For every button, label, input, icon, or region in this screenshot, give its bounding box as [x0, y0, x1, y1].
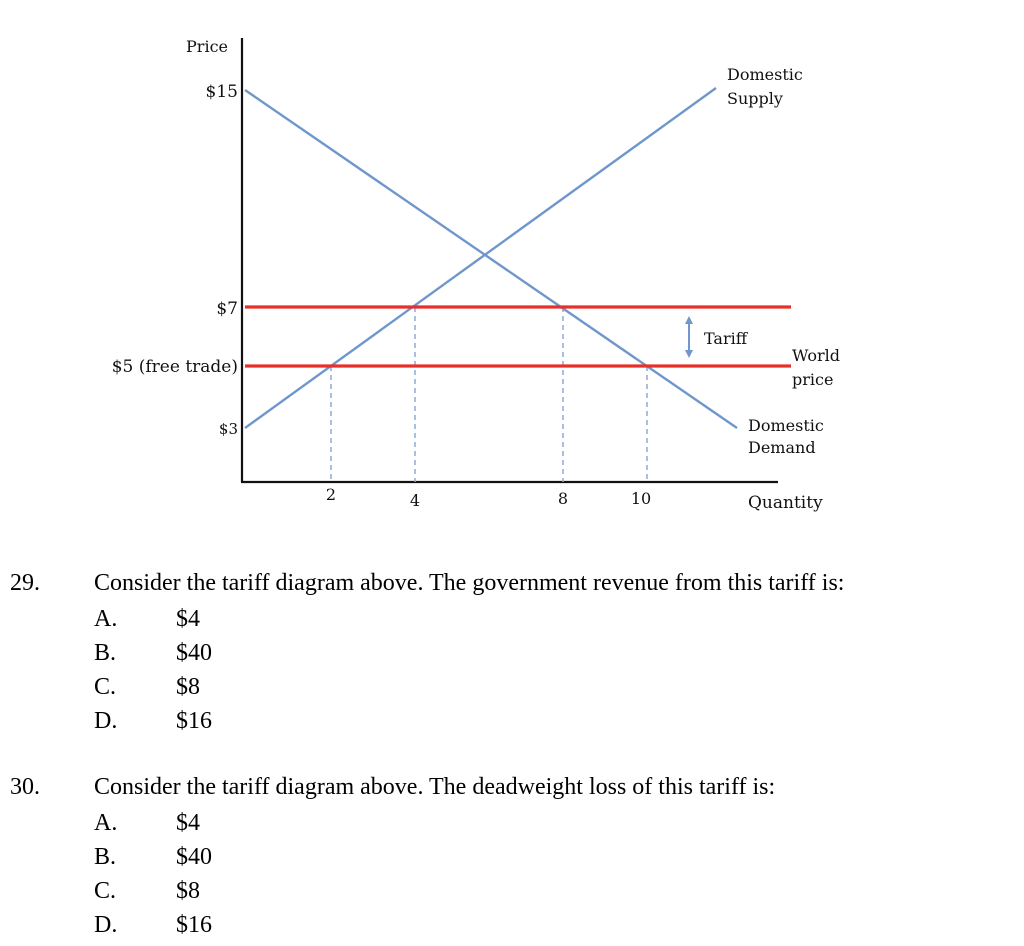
question-29	[0, 570, 1024, 742]
option-value: $16	[176, 708, 212, 734]
tariff-arrow	[685, 316, 693, 358]
supply-label-line2: Supply	[727, 89, 783, 108]
price-tick-7: $7	[216, 299, 238, 319]
option-letter: D.	[94, 912, 118, 938]
quantity-tick-4: 4	[409, 491, 421, 510]
price-tick-15: $15	[205, 82, 238, 102]
price-axis-label: Price	[186, 37, 228, 56]
answer-option-c[interactable]	[0, 878, 1024, 912]
world-price-label-line2: price	[792, 370, 834, 389]
world-price-label-line1: World	[792, 346, 840, 365]
option-letter: A.	[94, 606, 118, 632]
option-letter: B.	[94, 844, 117, 870]
answer-option-a[interactable]	[0, 606, 1024, 640]
option-value: $4	[176, 810, 200, 836]
demand-label-line2: Demand	[748, 438, 816, 457]
option-value: $40	[176, 844, 212, 870]
quantity-axis-label: Quantity	[748, 493, 823, 513]
question-number: 29.	[10, 570, 40, 596]
option-value: $8	[176, 674, 200, 700]
answer-option-d[interactable]	[0, 912, 1024, 946]
tariff-label: Tariff	[704, 329, 748, 348]
answer-option-b[interactable]	[0, 640, 1024, 674]
domestic-demand-curve	[245, 90, 737, 428]
option-value: $8	[176, 878, 200, 904]
option-value: $40	[176, 640, 212, 666]
price-tick-3: $3	[218, 420, 238, 438]
option-letter: C.	[94, 878, 117, 904]
price-tick-5: $5 (free trade)	[111, 357, 238, 377]
demand-label-line1: Domestic	[748, 416, 824, 435]
answer-option-a[interactable]	[0, 810, 1024, 844]
question-text: Consider the tariff diagram above. The government revenue from this tariff is:	[94, 570, 845, 596]
option-value: $16	[176, 912, 212, 938]
answer-option-c[interactable]	[0, 674, 1024, 708]
supply-label-line1: Domestic	[727, 65, 803, 84]
option-letter: A.	[94, 810, 118, 836]
question-30	[0, 774, 1024, 946]
answer-option-b[interactable]	[0, 844, 1024, 878]
option-letter: D.	[94, 708, 118, 734]
question-number: 30.	[10, 774, 40, 800]
quantity-tick-10: 10	[630, 489, 652, 508]
option-letter: B.	[94, 640, 117, 666]
answer-option-d[interactable]	[0, 708, 1024, 742]
question-text: Consider the tariff diagram above. The deadweight loss of this tariff is:	[94, 774, 776, 800]
option-value: $4	[176, 606, 200, 632]
option-letter: C.	[94, 674, 117, 700]
quantity-tick-8: 8	[557, 489, 569, 508]
quantity-tick-2: 2	[325, 485, 337, 504]
